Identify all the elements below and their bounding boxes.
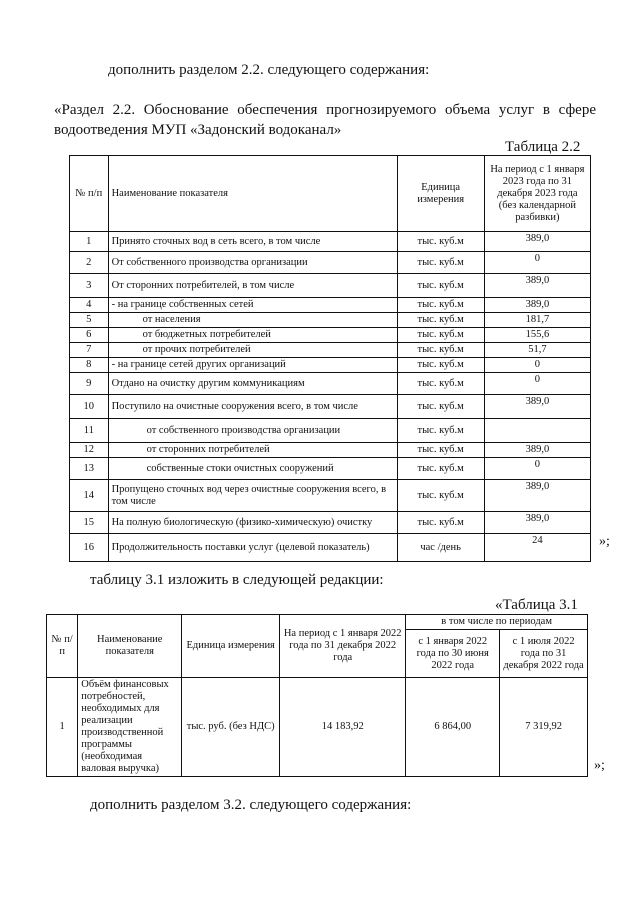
table-row: 1 Принято сточных вод в сеть всего, в том числе тыс. куб.м 389,0	[70, 232, 591, 252]
section-title: «Раздел 2.2. Обоснование обеспечения прогнозируемого объема услуг в сфере водоотведения МУП «Задонский водоканал»	[54, 102, 596, 138]
table-row: 2 От собственного производства организации тыс. куб.м 0	[70, 252, 591, 274]
table-row: 8 - на границе сетей других организаций тыс. куб.м 0	[70, 358, 591, 373]
table-row: 1 Объём финансовых потребностей, необходимых для реализации производственной программы (необходимая валовая выручка) тыс. руб. (без НДС) 14 183,92 6 864,00 7 319,92	[47, 678, 588, 777]
table-row: 3 От сторонних потребителей, в том числе тыс. куб.м 389,0	[70, 274, 591, 298]
table-3-1	[46, 614, 588, 777]
header-number: № п/п	[47, 615, 78, 678]
intro-paragraph-3-1: таблицу 3.1 изложить в следующей редакции:	[90, 572, 384, 588]
table-row: 13 собственные стоки очистных сооружений тыс. куб.м 0	[70, 458, 591, 480]
header-indicator: Наименование показателя	[108, 156, 397, 232]
table-3-1-end-mark: »;	[594, 758, 605, 773]
table-row: 5 от населения тыс. куб.м 181,7	[70, 313, 591, 328]
table-header-row	[70, 156, 591, 232]
table-2-2-end-mark: »;	[599, 534, 610, 549]
header-unit: Единица измерения	[397, 156, 484, 232]
table-row: 10 Поступило на очистные сооружения всего, в том числе тыс. куб.м 389,0	[70, 395, 591, 419]
table-row: 15 На полную биологическую (физико-химическую) очистку тыс. куб.м 389,0	[70, 512, 591, 534]
header-period-1: с 1 января 2022 года по 30 июня 2022 года	[406, 630, 500, 678]
table-row: 7 от прочих потребителей тыс. куб.м 51,7	[70, 343, 591, 358]
table-3-1-caption: «Таблица 3.1	[495, 597, 578, 613]
table-row: 12 от сторонних потребителей тыс. куб.м 389,0	[70, 443, 591, 458]
table-row: 9 Отдано на очистку другим коммуникациям тыс. куб.м 0	[70, 373, 591, 395]
table-row: 16 Продолжительность поставки услуг (целевой показатель) час /день 24	[70, 534, 591, 562]
header-number: № п/п	[70, 156, 109, 232]
header-unit: Единица измерения	[182, 615, 280, 678]
table-row: 6 от бюджетных потребителей тыс. куб.м 155,6	[70, 328, 591, 343]
header-period: На период с 1 января 2022 года по 31 декабря 2022 года	[280, 615, 406, 678]
table-row: 4 - на границе собственных сетей тыс. куб.м 389,0	[70, 298, 591, 313]
table-header-row	[47, 615, 588, 630]
intro-paragraph-3-2: дополнить разделом 3.2. следующего содержания:	[90, 797, 412, 813]
table-row: 14 Пропущено сточных вод через очистные сооружения всего, в том числе тыс. куб.м 389,0	[70, 480, 591, 512]
header-group: в том числе по периодам	[406, 615, 588, 630]
intro-paragraph-2-2: дополнить разделом 2.2. следующего содержания:	[108, 62, 430, 78]
table-2-2	[69, 155, 591, 562]
header-period: На период с 1 января 2023 года по 31 декабря 2023 года (без календарной разбивки)	[484, 156, 590, 232]
header-period-2: с 1 июля 2022 года по 31 декабря 2022 года	[500, 630, 588, 678]
table-row: 11 от собственного производства организации тыс. куб.м	[70, 419, 591, 443]
table-2-2-caption: Таблица 2.2	[505, 139, 581, 155]
header-indicator: Наименование показателя	[78, 615, 182, 678]
